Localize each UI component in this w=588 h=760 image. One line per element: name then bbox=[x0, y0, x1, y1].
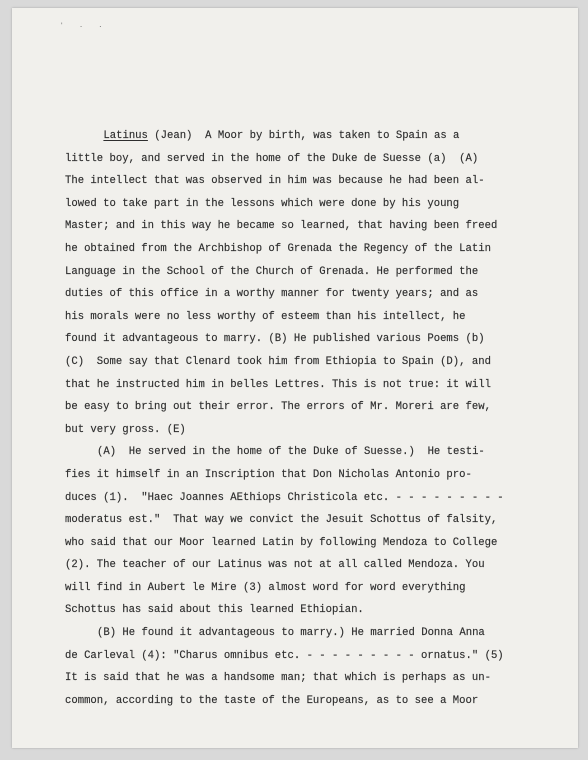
text-line: Language in the School of the Church of Grenada. He performed the bbox=[65, 265, 479, 278]
text-line: little boy, and served in the home of the Duke de Suesse (a) (A) bbox=[65, 152, 479, 165]
text-line: Master; and in this way he became so learned, that having been freed bbox=[65, 220, 498, 233]
entry-heading: Latinus bbox=[103, 130, 148, 142]
text-line bbox=[65, 125, 565, 148]
text-line: (B) He found it advantageous to marry.) He married Donna Anna bbox=[97, 627, 485, 640]
text-line: that he instructed him in belles Lettres. This is not true: it will bbox=[65, 378, 491, 391]
text-line: who said that our Moor learned Latin by following Mendoza to College bbox=[65, 536, 498, 549]
text-line: his morals were no less worthy of esteem than his intellect, he bbox=[65, 310, 466, 323]
text-line: duces (1). "Haec Joannes AEthiops Christicola etc. - - - - - - - - - bbox=[65, 491, 504, 504]
text-line: be easy to bring out their error. The errors of Mr. Moreri are few, bbox=[65, 401, 491, 414]
text-line: (A) He served in the home of the Duke of Suesse.) He testi- bbox=[97, 446, 485, 459]
text-line: (2). The teacher of our Latinus was not at all called Mendoza. You bbox=[65, 559, 485, 572]
text-line: will find in Aubert le Mire (3) almost word for word everything bbox=[65, 581, 466, 594]
text-line: he obtained from the Archbishop of Grenada the Regency of the Latin bbox=[65, 242, 491, 255]
text-line: The intellect that was observed in him was because he had been al- bbox=[65, 175, 485, 188]
text-line: (C) Some say that Clenard took him from Ethiopia to Spain (D), and bbox=[65, 355, 491, 368]
text-line: duties of this office in a worthy manner for twenty years; and as bbox=[65, 288, 479, 301]
text-line: fies it himself in an Inscription that Don Nicholas Antonio pro- bbox=[65, 468, 472, 481]
text-line: It is said that he was a handsome man; that which is perhaps as un- bbox=[65, 672, 491, 685]
text-line: common, according to the taste of the Europeans, as to see a Moor bbox=[65, 694, 479, 707]
page-marks: ' . . bbox=[60, 22, 109, 29]
text-line: but very gross. (E) bbox=[65, 423, 186, 436]
page-body bbox=[65, 125, 565, 712]
text-line: moderatus est." That way we convict the Jesuit Schottus of falsity, bbox=[65, 514, 498, 527]
text-line: found it advantageous to marry. (B) He published various Poems (b) bbox=[65, 333, 485, 346]
text-line: de Carleval (4): "Charus omnibus etc. - - - - - - - - - ornatus." (5) bbox=[65, 649, 504, 662]
typewritten-page bbox=[12, 8, 578, 748]
text-line: lowed to take part in the lessons which were done by his young bbox=[65, 197, 460, 210]
entry-heading-rest: (Jean) A Moor by birth, was taken to Spain as a bbox=[147, 130, 460, 142]
text-line: Schottus has said about this learned Ethiopian. bbox=[65, 604, 364, 617]
